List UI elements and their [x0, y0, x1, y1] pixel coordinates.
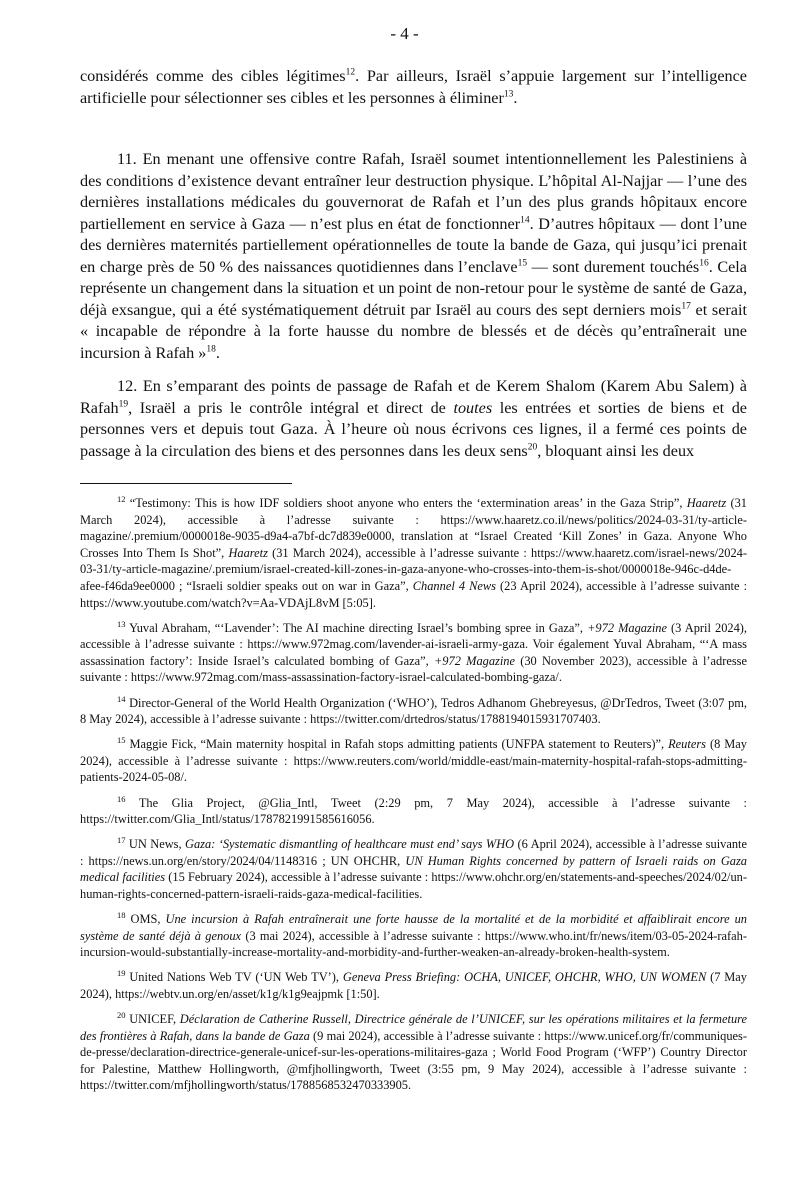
footnote-number: 18	[117, 909, 126, 920]
footnote-12	[80, 495, 747, 611]
footnote-text: OMS,	[125, 912, 166, 927]
text-run: les entrées et sorties de biens et de personnes vers et depuis tout Gaza. À l’heure où nous écrivons ces lignes, il a fermé ces points de passage à la circulation des biens et des personnes dans les deux sens	[80, 398, 747, 460]
footnote-number: 12	[117, 493, 126, 504]
footnote-number: 19	[117, 968, 126, 979]
footnote-18	[80, 911, 747, 961]
footnote-ref-13[interactable]: 13	[503, 89, 514, 100]
text-run: . D’autres hôpitaux — dont l’une des dernières maternités partiellement opérationnelles de toute la bande de Gaza, qui jusqu’ici prenait en charge près de 50 % des naissances quotidiennes dans l’enclave	[80, 214, 747, 276]
footnote-italic: Geneva Press Briefing: OCHA, UNICEF, OHCHR, WHO, UN WOMEN	[342, 970, 707, 985]
text-run: .	[215, 343, 220, 362]
paragraph-12	[80, 376, 747, 462]
text-run: , bloquant ainsi les deux	[537, 441, 695, 460]
footnote-ref-17[interactable]: 17	[681, 301, 691, 312]
footnote-text: (3 April 2024), accessible à l’adresse suivante : https://www.972mag.com/lavender-ai-israeli-army-gaza. Voir également Yuval Abraham, “‘A mass assassination factory’: Inside Israel’s calculated bombing of Gaza”,	[80, 620, 748, 668]
text-run: . Par ailleurs, Israël s’appuie largement sur l’intelligence artificielle pour sélectionner ses cibles et les personnes à éliminer	[80, 67, 747, 107]
paragraph-continuation	[80, 66, 747, 109]
footnote-ref-16[interactable]: 16	[699, 258, 709, 269]
footnote-text: (31 March 2024), accessible à l’adresse suivante : https://www.haaretz.com/israel-news/2024-03-31/ty-article-magazine/.premium/israel-created-kill-zones-in-gaza-anyone-who-crosses-into-them-is-shot/0000018e-946c-d4de-afee-f46da9ee0000 ; “Israeli soldier speaks out on war in Gaza”,	[80, 545, 747, 593]
text-run: 11. En menant une offensive contre Rafah, Israël soumet intentionnellement les Palestiniens à des conditions d’existence devant entraîner leur destruction physique. L’hôpital Al-Najjar — l’une des dernières installations médicales du gouvernorat de Rafah et l’un des plus grands hôpitaux encore partiellement en service à Gaza — n’est plus en état de fonctionner	[80, 150, 747, 233]
footnote-14	[80, 695, 747, 728]
footnote-number: 14	[117, 693, 126, 704]
footnote-number: 20	[117, 1009, 126, 1020]
paragraph-11	[80, 149, 747, 364]
footnote-number: 17	[117, 835, 126, 846]
footnote-italic: +972 Magazine	[433, 653, 515, 668]
footnote-italic: UN Human Rights concerned by pattern of Israeli raids on Gaza medical facilities	[80, 853, 747, 885]
footnote-italic: Déclaration de Catherine Russell, Directrice générale de l’UNICEF, sur les opérations militaires et la fermeture des frontières à Rafah, dans la bande de Gaza	[80, 1012, 748, 1043]
footnote-number: 16	[117, 793, 126, 804]
footnote-text: (3 mai 2024), accessible à l’adresse suivante : https://www.who.int/fr/news/item/03-05-2024-rafah-incursion-would-substantially-increase-mortality-and-morbidity-and-further-weaken-an-already-broken-health-system.	[80, 928, 747, 960]
footnote-text: The Glia Project, @Glia_Intl, Tweet (2:29 pm, 7 May 2024), accessible à l’adresse suivante : https://twitter.com/Glia_Intl/status/1787821991585616056.	[80, 795, 747, 827]
text-run: considérés comme des cibles légitimes	[80, 67, 346, 85]
footnote-italic: +972 Magazine	[587, 620, 667, 635]
footnote-italic: Une incursion à Rafah entraînerait une forte hausse de la mortalité et de la morbidité et affaiblirait encore un système de santé déjà à genoux	[80, 912, 747, 943]
footnote-text: (23 April 2024), accessible à l’adresse suivante : https://www.youtube.com/watch?v=Aa-VDAjL8vM [5:05].	[80, 578, 748, 610]
footnote-ref-15[interactable]: 15	[517, 258, 528, 269]
text-run: et serait « incapable de répondre à la forte hausse du nombre de blessés et de décès qu’entraînerait une incursion à Rafah »	[80, 300, 747, 362]
footnote-italic: Reuters	[668, 737, 706, 752]
footnote-text: “Testimony: This is how IDF soldiers shoot anyone who enters the ‘extermination areas’ in the Gaza Strip”,	[125, 496, 687, 510]
footnote-19	[80, 969, 747, 1002]
footnote-text: (15 February 2024), accessible à l’adresse suivante : https://www.ohchr.org/en/statements-and-speeches/2024/02/un-human-rights-concerned-pattern-israeli-raids-gaza-medical-facilities.	[80, 870, 747, 901]
footnote-text: UNICEF,	[125, 1012, 180, 1027]
footnote-italic: Haaretz	[686, 496, 727, 510]
footnote-text: (7 May 2024), https://webtv.un.org/en/asset/k1g/k1g9eajpmk [1:50].	[80, 970, 747, 1001]
footnote-ref-14[interactable]: 14	[520, 215, 530, 226]
text-run: .	[513, 88, 518, 107]
footnote-number: 13	[117, 618, 126, 629]
footnote-text: (31 March 2024), accessible à l’adresse suivante : https://www.haaretz.co.il/news/politics/2024-03-31/ty-article-magazine/.premium/0000018e-9035-d9a4-a7bf-dc7d839e0000, translation at “Israel Created ‘Kill Zones’ in Gaza. Anyone Who Crosses Into Them Is Shot”,	[80, 496, 747, 560]
text-run: , Israël a pris le contrôle intégral et direct de	[128, 398, 454, 417]
text-run: — sont durement touchés	[527, 257, 700, 276]
footnote-separator	[80, 483, 292, 484]
footnote-text: (30 November 2023), accessible à l’adresse suivante : https://www.972mag.com/mass-assassination-factory-israel-calculated-bombing-gaza/.	[80, 653, 747, 685]
page-number: - 4 -	[390, 24, 419, 43]
footnote-16	[80, 795, 747, 828]
footnote-20	[80, 1011, 747, 1094]
footnote-text: (9 mai 2024), accessible à l’adresse suivante : https://www.unicef.org/fr/communiques-de-presse/declaration-directrice-generale-unicef-sur-les-operations-militaires-gaza ; World Food Program (‘WFP’) Country Director for Palestine, Matthew Hollingworth, @mfjhollingworth, Tweet (3:55 pm, 9 May 2024), accessible à l’adresse suivante : https://twitter.com/mfjhollingworth/status/1788568532470333905.	[80, 1028, 747, 1093]
footnote-ref-18[interactable]: 18	[206, 344, 216, 355]
text-run: . Cela représente un changement dans la situation et un point de non-retour pour le système de santé de Gaza, déjà exsangue, qui a été systématiquement détruit par Israël au cours des sept derniers mois	[80, 257, 747, 319]
footnote-text: Yuval Abraham, “‘Lavender’: The AI machine directing Israel’s bombing spree in Gaza”,	[125, 620, 588, 635]
footnote-number: 15	[117, 735, 126, 746]
footnote-text: United Nations Web TV (‘UN Web TV’),	[125, 970, 343, 985]
footnote-text: Director-General of the World Health Organization (‘WHO’), Tedros Adhanom Ghebreyesus, @DrTedros, Tweet (3:07 pm, 8 May 2024), accessible à l’adresse suivante : https://twitter.com/drtedros/status/1788194015931707403.	[80, 695, 747, 727]
emphasis-text: toutes	[453, 398, 493, 417]
footnote-ref-12[interactable]: 12	[345, 67, 356, 78]
footnote-text: (8 May 2024), accessible à l’adresse suivante : https://www.reuters.com/world/middle-east/main-maternity-hospital-rafah-stops-admitting-patients-2024-05-08/.	[80, 737, 747, 785]
footnote-15	[80, 736, 747, 786]
footnote-text: Maggie Fick, “Main maternity hospital in Rafah stops admitting patients (UNFPA statement to Reuters)”,	[125, 737, 669, 752]
footnote-italic: Channel 4 News	[412, 578, 496, 593]
footnote-text: UN News,	[125, 837, 185, 852]
footnote-text: (6 April 2024), accessible à l’adresse suivante : https://news.un.org/en/story/2024/04/1148316 ; UN OHCHR,	[80, 837, 747, 868]
footnote-italic: Gaza: ‘Systematic dismantling of healthcare must end’ says WHO	[185, 837, 515, 852]
footnote-italic: Haaretz	[228, 545, 268, 560]
footnote-13	[80, 620, 747, 686]
footnote-17	[80, 836, 747, 902]
text-run: 12. En s’emparant des points de passage de Rafah et de Kerem Shalom (Karem Abu Salem) à Rafah	[80, 377, 747, 417]
footnote-ref-20[interactable]: 20	[527, 442, 538, 453]
footnote-ref-19[interactable]: 19	[118, 399, 129, 410]
footnotes-section	[80, 495, 747, 1103]
